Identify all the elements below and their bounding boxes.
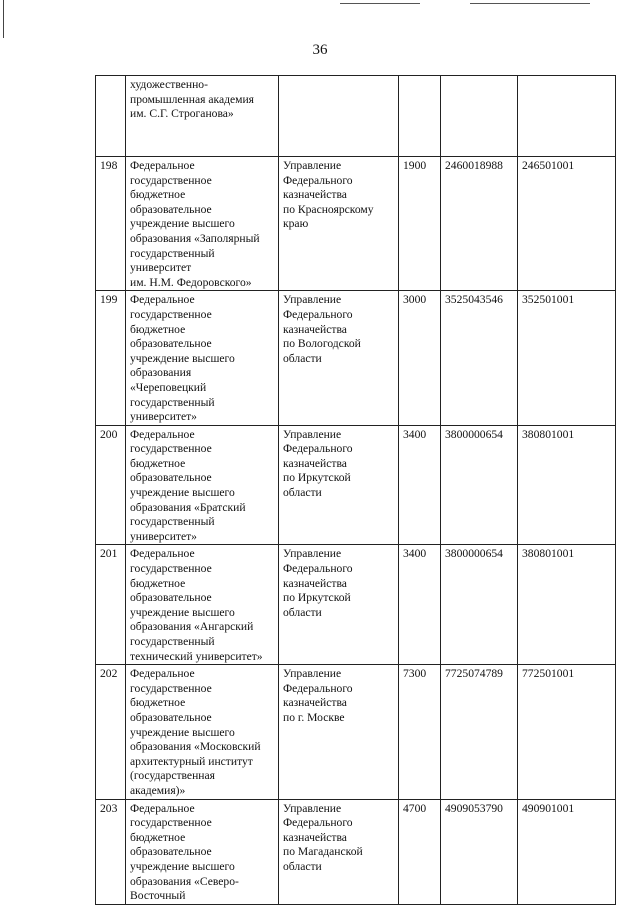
institution-name-cell: Федеральное государственное бюджетное образовательное учреждение высшего образования «Братский государственный университет»	[126, 425, 279, 545]
institution-name-cell: Федеральное государственное бюджетное образовательное учреждение высшего образования «Северо- Восточный	[126, 799, 279, 904]
scan-edge-line	[3, 0, 4, 38]
inn-cell: 3525043546	[441, 291, 518, 425]
treasury-office-cell: Управление Федерального казначейства по г. Москве	[279, 665, 399, 799]
code-cell: 3400	[399, 425, 441, 545]
treasury-office-cell: Управление Федерального казначейства по Вологодской области	[279, 291, 399, 425]
kpp-cell: 246501001	[518, 157, 616, 291]
kpp-cell	[518, 76, 616, 157]
table-row	[96, 76, 616, 157]
row-number-cell: 199	[96, 291, 126, 425]
code-cell: 4700	[399, 799, 441, 904]
row-number-cell: 202	[96, 665, 126, 799]
page-number: 36	[312, 42, 328, 58]
kpp-cell: 380801001	[518, 545, 616, 665]
scan-top-line	[470, 3, 590, 4]
inn-cell: 3800000654	[441, 425, 518, 545]
table-row	[96, 157, 616, 291]
institution-name-cell: Федеральное государственное бюджетное образовательное учреждение высшего образования «Московский архитектурный институт (государственная академия)»	[126, 665, 279, 799]
institution-name-cell: Федеральное государственное бюджетное образовательное учреждение высшего образования «Заполярный государственный университет им. Н.М. Федоровского»	[126, 157, 279, 291]
institution-name-cell: художественно- промышленная академия им. С.Г. Строганова»	[126, 76, 279, 157]
code-cell: 3400	[399, 545, 441, 665]
code-cell	[399, 76, 441, 157]
code-cell: 3000	[399, 291, 441, 425]
institution-name-cell: Федеральное государственное бюджетное образовательное учреждение высшего образования «Череповецкий государственный университет»	[126, 291, 279, 425]
treasury-office-cell: Управление Федерального казначейства по Иркутской области	[279, 425, 399, 545]
row-number-cell: 198	[96, 157, 126, 291]
row-number-cell: 200	[96, 425, 126, 545]
inn-cell: 4909053790	[441, 799, 518, 904]
table-row	[96, 425, 616, 545]
row-number-cell: 203	[96, 799, 126, 904]
kpp-cell: 380801001	[518, 425, 616, 545]
inn-cell: 2460018988	[441, 157, 518, 291]
inn-cell	[441, 76, 518, 157]
table-row	[96, 799, 616, 904]
treasury-office-cell: Управление Федерального казначейства по Красноярскому краю	[279, 157, 399, 291]
kpp-cell: 490901001	[518, 799, 616, 904]
scan-top-line	[340, 3, 420, 4]
table-row	[96, 665, 616, 799]
treasury-office-cell: Управление Федерального казначейства по Иркутской области	[279, 545, 399, 665]
row-number-cell	[96, 76, 126, 157]
table-row	[96, 545, 616, 665]
treasury-office-cell	[279, 76, 399, 157]
institution-name-cell: Федеральное государственное бюджетное образовательное учреждение высшего образования «Ангарский государственный технический университет»	[126, 545, 279, 665]
row-number-cell: 201	[96, 545, 126, 665]
kpp-cell: 352501001	[518, 291, 616, 425]
inn-cell: 7725074789	[441, 665, 518, 799]
kpp-cell: 772501001	[518, 665, 616, 799]
code-cell: 7300	[399, 665, 441, 799]
table-row	[96, 291, 616, 425]
treasury-office-cell: Управление Федерального казначейства по Магаданской области	[279, 799, 399, 904]
inn-cell: 3800000654	[441, 545, 518, 665]
code-cell: 1900	[399, 157, 441, 291]
registry-table	[95, 75, 616, 905]
